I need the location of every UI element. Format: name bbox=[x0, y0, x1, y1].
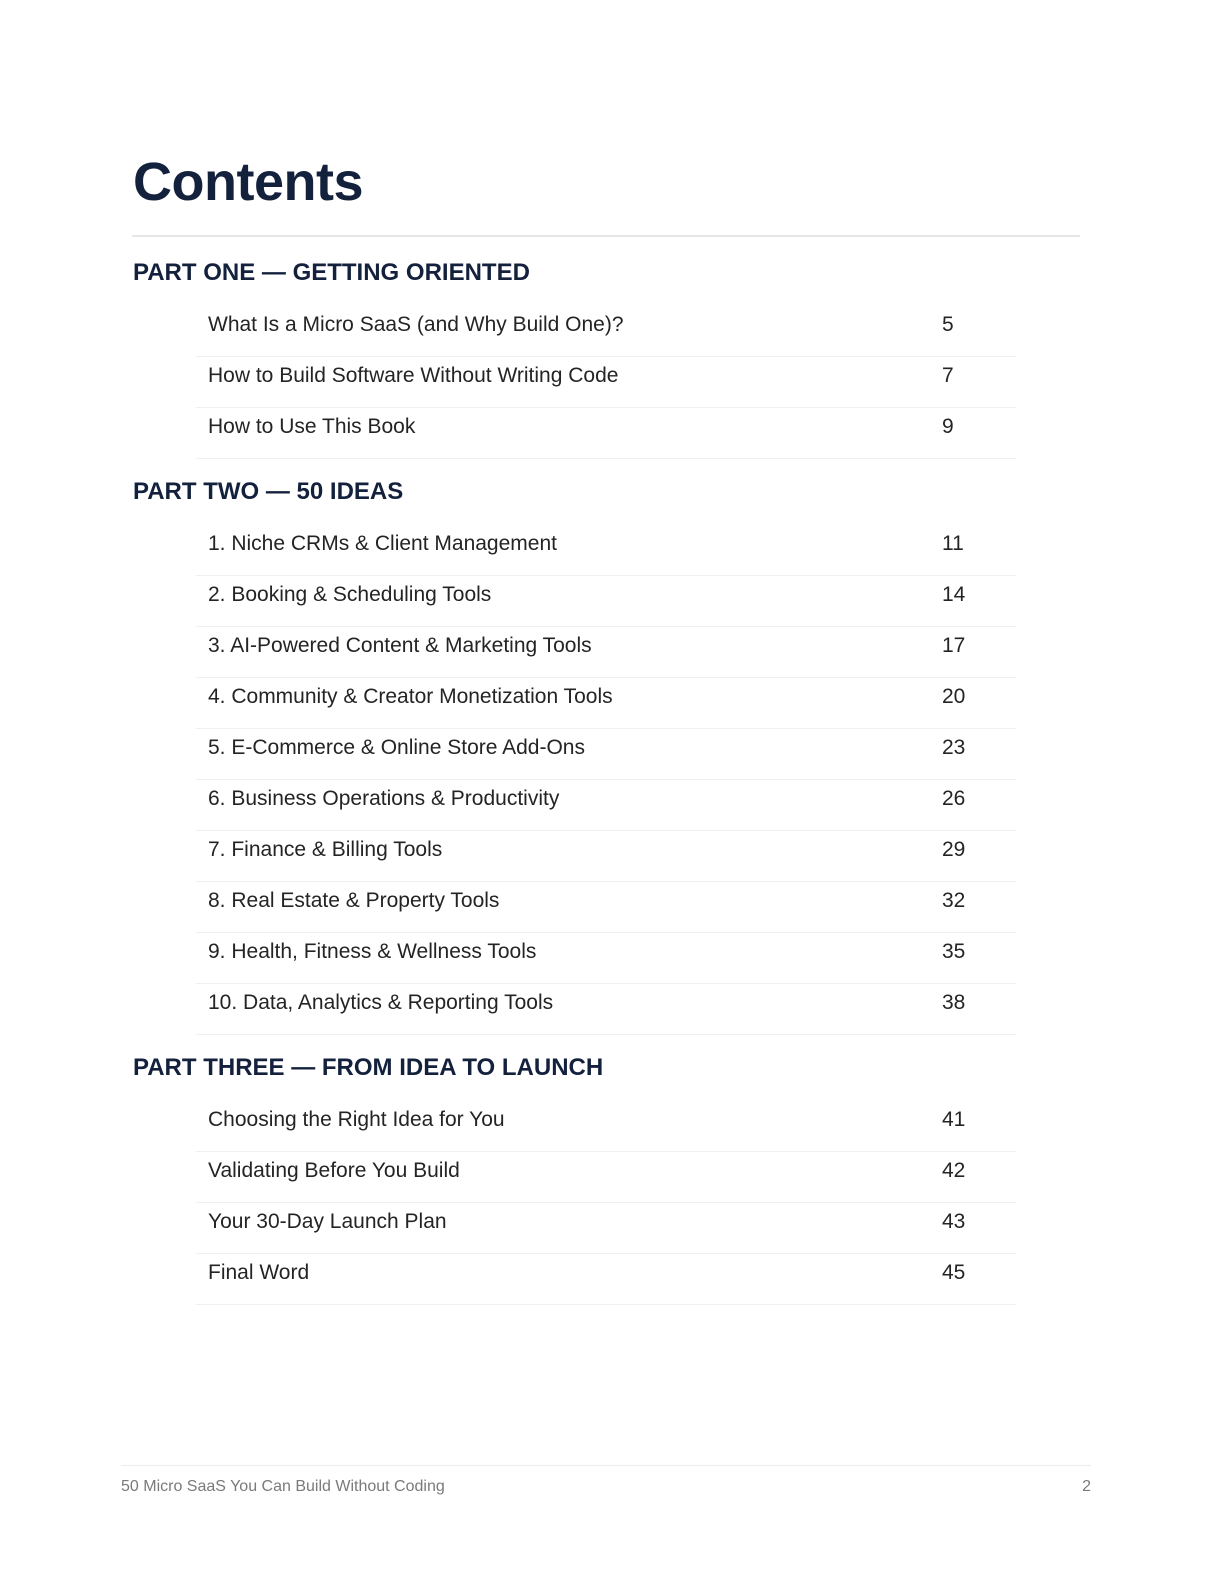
toc-entry[interactable] bbox=[196, 627, 1016, 678]
toc-entry[interactable] bbox=[196, 1203, 1016, 1254]
entry-title: Choosing the Right Idea for You bbox=[208, 1108, 505, 1131]
entry-page-number: 14 bbox=[942, 583, 966, 606]
footer-page-number: 2 bbox=[1082, 1478, 1091, 1495]
toc-entry[interactable] bbox=[196, 780, 1016, 831]
entry-list bbox=[196, 306, 1016, 459]
entry-title: How to Build Software Without Writing Code bbox=[208, 364, 619, 387]
footer-divider bbox=[121, 1465, 1091, 1466]
toc-entry[interactable] bbox=[196, 1152, 1016, 1203]
toc-entry[interactable] bbox=[196, 408, 1016, 459]
entry-page-number: 23 bbox=[942, 736, 966, 759]
entry-page-number: 9 bbox=[942, 415, 954, 438]
entry-title: Validating Before You Build bbox=[208, 1159, 460, 1182]
toc-entry[interactable] bbox=[196, 882, 1016, 933]
entry-page-number: 35 bbox=[942, 940, 966, 963]
entry-title: What Is a Micro SaaS (and Why Build One)? bbox=[208, 313, 624, 336]
entry-page-number: 38 bbox=[942, 991, 966, 1014]
entry-page-number: 42 bbox=[942, 1159, 966, 1182]
footer-book-title: 50 Micro SaaS You Can Build Without Coding bbox=[121, 1478, 445, 1495]
entry-title: 7. Finance & Billing Tools bbox=[208, 838, 443, 861]
entry-title: 5. E-Commerce & Online Store Add-Ons bbox=[208, 736, 585, 759]
entry-list bbox=[196, 525, 1016, 1035]
entry-page-number: 32 bbox=[942, 889, 966, 912]
entry-title: Final Word bbox=[208, 1261, 310, 1284]
entry-title: How to Use This Book bbox=[208, 415, 416, 438]
entry-title: 9. Health, Fitness & Wellness Tools bbox=[208, 940, 537, 963]
entry-title: 1. Niche CRMs & Client Management bbox=[208, 532, 557, 555]
toc-entry[interactable] bbox=[196, 306, 1016, 357]
entry-title: 4. Community & Creator Monetization Tools bbox=[208, 685, 613, 708]
toc-entry[interactable] bbox=[196, 1254, 1016, 1305]
toc-entry[interactable] bbox=[196, 1101, 1016, 1152]
entry-page-number: 43 bbox=[942, 1210, 966, 1233]
entry-page-number: 45 bbox=[942, 1261, 966, 1284]
page-title: Contents bbox=[133, 152, 363, 212]
part-heading: PART THREE — FROM IDEA TO LAUNCH bbox=[133, 1054, 604, 1081]
toc-entry[interactable] bbox=[196, 933, 1016, 984]
toc-entry[interactable] bbox=[196, 357, 1016, 408]
entry-title: Your 30-Day Launch Plan bbox=[208, 1210, 447, 1233]
toc-entry[interactable] bbox=[196, 729, 1016, 780]
table-of-contents bbox=[133, 250, 1033, 1305]
entry-title: 8. Real Estate & Property Tools bbox=[208, 889, 500, 912]
entry-page-number: 11 bbox=[942, 532, 964, 555]
part-heading: PART ONE — GETTING ORIENTED bbox=[133, 259, 530, 286]
entry-list bbox=[196, 1101, 1016, 1305]
toc-entry[interactable] bbox=[196, 678, 1016, 729]
part-one bbox=[133, 250, 1033, 459]
toc-entry[interactable] bbox=[196, 576, 1016, 627]
entry-page-number: 29 bbox=[942, 838, 966, 861]
entry-title: 10. Data, Analytics & Reporting Tools bbox=[208, 991, 554, 1014]
toc-entry[interactable] bbox=[196, 831, 1016, 882]
entry-title: 3. AI-Powered Content & Marketing Tools bbox=[208, 634, 592, 657]
entry-page-number: 17 bbox=[942, 634, 966, 657]
part-heading: PART TWO — 50 IDEAS bbox=[133, 478, 404, 505]
entry-title: 2. Booking & Scheduling Tools bbox=[208, 583, 492, 606]
entry-page-number: 26 bbox=[942, 787, 966, 810]
entry-page-number: 41 bbox=[942, 1108, 966, 1131]
entry-title: 6. Business Operations & Productivity bbox=[208, 787, 560, 810]
toc-entry[interactable] bbox=[196, 525, 1016, 576]
toc-entry[interactable] bbox=[196, 984, 1016, 1035]
part-two bbox=[133, 469, 1033, 1035]
entry-page-number: 20 bbox=[942, 685, 966, 708]
entry-page-number: 5 bbox=[942, 313, 954, 336]
part-three bbox=[133, 1045, 1033, 1305]
entry-page-number: 7 bbox=[942, 364, 954, 387]
title-divider bbox=[132, 235, 1080, 237]
